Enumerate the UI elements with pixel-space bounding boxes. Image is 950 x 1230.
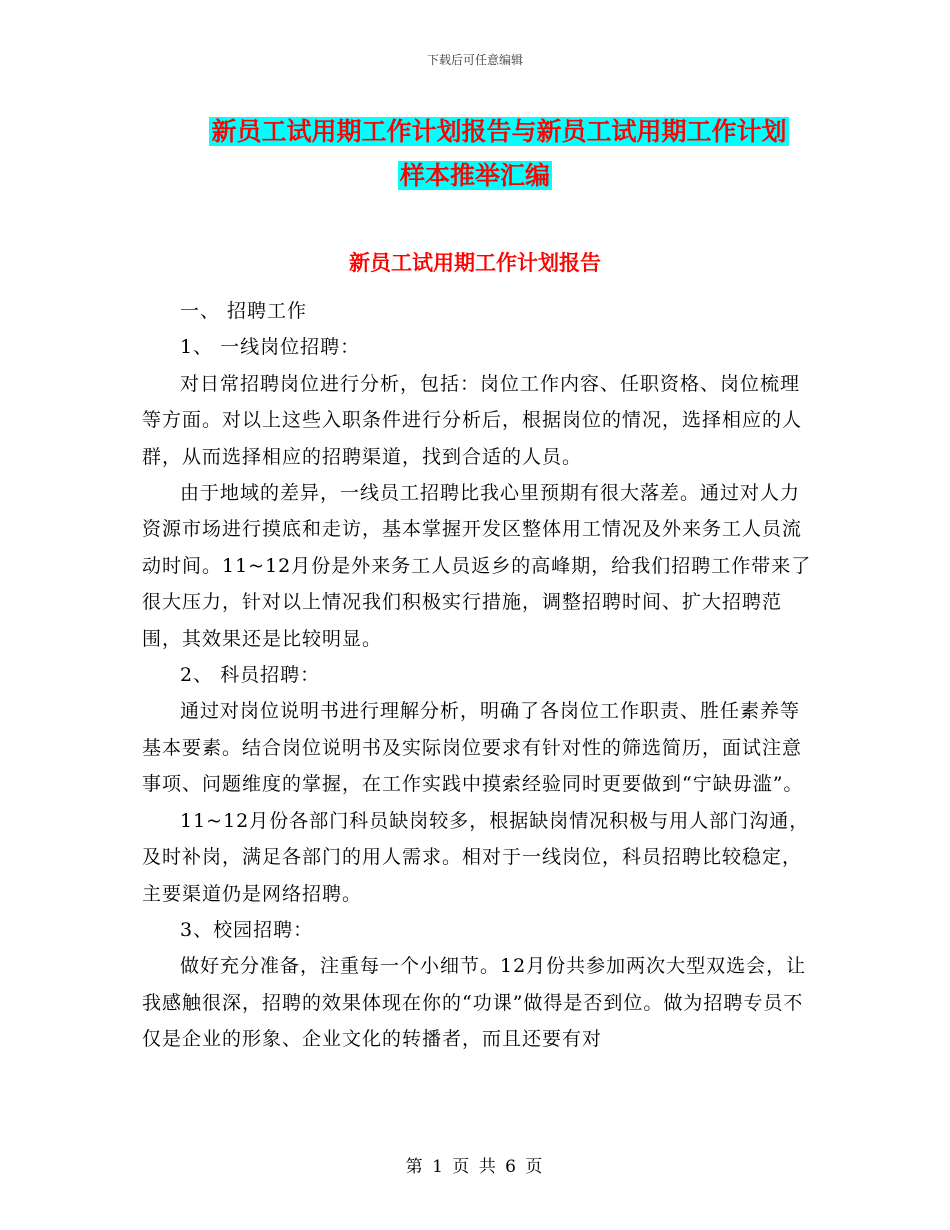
document-title xyxy=(0,110,950,198)
page-header-note: 下载后可任意编辑 xyxy=(426,53,523,67)
section-heading: 新员工试用期工作计划报告 xyxy=(349,251,601,275)
paragraph: 由于地域的差异，一线员工招聘比我心里预期有很大落差。通过对人力资源市场进行摸底和走访，基本掌握开发区整体用工情况及外来务工人员流动时间。11~12月份是外来务工人员返乡的高峰期，给我们招聘工作带来了很大压力，针对以上情况我们积极实行措施，调整招聘时间、扩大招聘范围，其效果还是比较明显。 xyxy=(142,482,812,650)
subheading-campus-recruitment: 3、校园招聘： xyxy=(180,918,314,941)
subheading-frontline-recruitment: 1、 一线岗位招聘： xyxy=(180,336,361,359)
document-title-line-2: 样本推举汇编 xyxy=(399,161,550,190)
document-body xyxy=(142,293,814,1058)
paragraph: 通过对岗位说明书进行理解分析，明确了各岗位工作职责、胜任素养等基本要素。结合岗位说明书及实际岗位要求有针对性的筛选简历，面试注意事项、问题维度的掌握，在工作实践中摸索经验同时更要做到“宁缺毋滥”。 xyxy=(142,700,804,796)
document-title-line-1: 新员工试用期工作计划报告与新员工试用期工作计划 xyxy=(211,117,787,146)
heading-recruitment: 一、 招聘工作 xyxy=(180,300,308,322)
paragraph: 11~12月份各部门科员缺岗较多，根据缺岗情况积极与用人部门沟通，及时补岗，满足各部门的用人需求。相对于一线岗位，科员招聘比较稳定，主要渠道仍是网络招聘。 xyxy=(142,809,810,905)
page-number: 第 1 页 共 6 页 xyxy=(405,1157,545,1177)
paragraph: 做好充分准备，注重每一个小细节。12月份共参加两次大型双选会，让我感触很深，招聘的效果体现在你的“功课”做得是否到位。做为招聘专员不仅是企业的形象、企业文化的转播者，而且还要有对 xyxy=(142,955,807,1051)
paragraph: 对日常招聘岗位进行分析，包括：岗位工作内容、任职资格、岗位梳理等方面。对以上这些入职条件进行分析后，根据岗位的情况，选择相应的人群，从而选择相应的招聘渠道，找到合适的人员。 xyxy=(142,372,803,468)
subheading-staff-recruitment: 2、 科员招聘： xyxy=(180,664,321,687)
